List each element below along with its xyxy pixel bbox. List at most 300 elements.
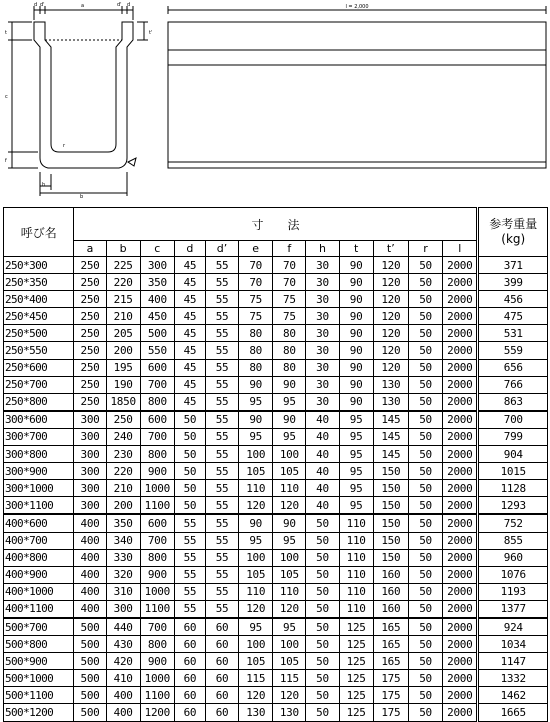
cell-f: 70	[273, 274, 306, 291]
cell-c: 1100	[140, 497, 174, 515]
cell-tprime: 120	[373, 274, 408, 291]
cell-l: 2000	[443, 274, 478, 291]
cell-c: 700	[140, 532, 174, 549]
cell-d: 50	[174, 497, 205, 515]
cell-c: 1100	[140, 600, 174, 618]
cell-a: 400	[74, 549, 106, 566]
cell-h: 30	[306, 291, 339, 308]
dim-label-t: t	[5, 30, 7, 36]
cell-l: 2000	[443, 618, 478, 636]
cell-t: 90	[339, 308, 373, 325]
table-row	[4, 636, 548, 653]
cell-c: 550	[140, 342, 174, 359]
cell-e: 95	[239, 618, 273, 636]
cell-d: 45	[174, 393, 205, 411]
cell-f: 80	[273, 359, 306, 376]
cell-e: 90	[239, 411, 273, 429]
cell-a: 500	[74, 704, 106, 721]
cell-e: 110	[239, 583, 273, 600]
cell-c: 800	[140, 636, 174, 653]
cell-h: 50	[306, 514, 339, 532]
cell-f: 95	[273, 393, 306, 411]
column-header: c	[140, 241, 174, 257]
row-name: 300*700	[4, 428, 74, 445]
row-weight: 863	[478, 393, 548, 411]
cell-h: 50	[306, 618, 339, 636]
cell-tprime: 150	[373, 463, 408, 480]
row-name: 250*600	[4, 359, 74, 376]
cell-t: 110	[339, 532, 373, 549]
table-row	[4, 618, 548, 636]
cell-r: 50	[408, 428, 442, 445]
cell-e: 75	[239, 308, 273, 325]
cell-e: 95	[239, 428, 273, 445]
cell-e: 120	[239, 497, 273, 515]
cell-dprime: 55	[205, 600, 238, 618]
cell-t: 125	[339, 653, 373, 670]
cell-tprime: 150	[373, 514, 408, 532]
row-name: 250*300	[4, 257, 74, 274]
cell-h: 40	[306, 428, 339, 445]
cell-l: 2000	[443, 549, 478, 566]
cell-e: 90	[239, 514, 273, 532]
row-weight: 700	[478, 411, 548, 429]
cell-l: 2000	[443, 480, 478, 497]
row-weight: 1076	[478, 566, 548, 583]
cell-r: 50	[408, 291, 442, 308]
cell-f: 120	[273, 497, 306, 515]
row-weight: 1147	[478, 653, 548, 670]
table-row	[4, 342, 548, 359]
cell-a: 300	[74, 428, 106, 445]
cell-l: 2000	[443, 446, 478, 463]
cell-tprime: 165	[373, 636, 408, 653]
cell-dprime: 55	[205, 325, 238, 342]
technical-drawing	[0, 0, 550, 200]
cell-t: 95	[339, 446, 373, 463]
cell-h: 50	[306, 704, 339, 721]
dim-label-b: b	[80, 194, 84, 200]
cell-e: 80	[239, 342, 273, 359]
cell-dprime: 55	[205, 463, 238, 480]
cell-r: 50	[408, 308, 442, 325]
dim-label-h: h	[42, 182, 46, 188]
cell-t: 125	[339, 704, 373, 721]
cell-h: 50	[306, 532, 339, 549]
cell-l: 2000	[443, 463, 478, 480]
column-header: b	[106, 241, 140, 257]
cell-r: 50	[408, 532, 442, 549]
cell-tprime: 150	[373, 532, 408, 549]
cell-r: 50	[408, 600, 442, 618]
cell-t: 110	[339, 583, 373, 600]
cell-a: 250	[74, 274, 106, 291]
cell-t: 125	[339, 618, 373, 636]
cell-f: 90	[273, 376, 306, 393]
cell-t: 90	[339, 325, 373, 342]
cell-b: 400	[106, 687, 140, 704]
cell-d: 55	[174, 583, 205, 600]
spec-table	[3, 207, 548, 722]
cell-a: 400	[74, 600, 106, 618]
cell-b: 300	[106, 600, 140, 618]
cell-a: 500	[74, 653, 106, 670]
cell-tprime: 150	[373, 480, 408, 497]
cell-dprime: 55	[205, 549, 238, 566]
dim-label-tprime: t'	[149, 30, 153, 36]
table-row	[4, 291, 548, 308]
cross-section-labels	[5, 2, 152, 200]
cell-t: 90	[339, 359, 373, 376]
column-header: t’	[373, 241, 408, 257]
cell-r: 50	[408, 411, 442, 429]
cell-r: 50	[408, 653, 442, 670]
table-row	[4, 704, 548, 721]
cell-t: 90	[339, 291, 373, 308]
cell-e: 130	[239, 704, 273, 721]
cell-e: 100	[239, 549, 273, 566]
cell-c: 400	[140, 291, 174, 308]
cell-a: 500	[74, 618, 106, 636]
cell-f: 75	[273, 291, 306, 308]
cell-f: 115	[273, 670, 306, 687]
cell-dprime: 55	[205, 411, 238, 429]
cell-b: 200	[106, 497, 140, 515]
cell-b: 200	[106, 342, 140, 359]
row-weight: 371	[478, 257, 548, 274]
row-weight: 399	[478, 274, 548, 291]
cell-f: 75	[273, 308, 306, 325]
row-name: 500*1200	[4, 704, 74, 721]
cell-l: 2000	[443, 670, 478, 687]
cell-t: 95	[339, 411, 373, 429]
row-weight: 855	[478, 532, 548, 549]
table-row	[4, 549, 548, 566]
row-weight: 531	[478, 325, 548, 342]
cross-section-view	[8, 6, 148, 196]
cell-h: 30	[306, 325, 339, 342]
cell-tprime: 165	[373, 618, 408, 636]
cell-dprime: 55	[205, 497, 238, 515]
cell-f: 80	[273, 325, 306, 342]
row-weight: 656	[478, 359, 548, 376]
row-name: 500*1000	[4, 670, 74, 687]
cell-a: 250	[74, 376, 106, 393]
cell-d: 45	[174, 376, 205, 393]
table-row	[4, 566, 548, 583]
cell-a: 500	[74, 687, 106, 704]
table-row	[4, 583, 548, 600]
cell-b: 340	[106, 532, 140, 549]
cell-dprime: 60	[205, 670, 238, 687]
cell-d: 55	[174, 532, 205, 549]
cell-d: 60	[174, 704, 205, 721]
cell-l: 2000	[443, 428, 478, 445]
table-row	[4, 480, 548, 497]
cell-tprime: 160	[373, 583, 408, 600]
table-row	[4, 274, 548, 291]
cell-d: 60	[174, 653, 205, 670]
cell-e: 70	[239, 274, 273, 291]
cell-d: 50	[174, 480, 205, 497]
row-weight: 924	[478, 618, 548, 636]
header-weight-line1: 参考重量	[489, 217, 538, 231]
cell-f: 95	[273, 428, 306, 445]
cell-c: 1200	[140, 704, 174, 721]
cell-b: 240	[106, 428, 140, 445]
cell-l: 2000	[443, 583, 478, 600]
cell-b: 410	[106, 670, 140, 687]
cell-d: 50	[174, 411, 205, 429]
cell-b: 420	[106, 653, 140, 670]
row-name: 250*500	[4, 325, 74, 342]
cell-h: 30	[306, 342, 339, 359]
cell-a: 300	[74, 497, 106, 515]
cell-b: 430	[106, 636, 140, 653]
cell-a: 300	[74, 463, 106, 480]
cell-e: 100	[239, 446, 273, 463]
cell-b: 205	[106, 325, 140, 342]
cell-f: 95	[273, 618, 306, 636]
cell-h: 40	[306, 497, 339, 515]
cell-e: 105	[239, 653, 273, 670]
cell-e: 80	[239, 359, 273, 376]
cell-l: 2000	[443, 342, 478, 359]
cell-b: 320	[106, 566, 140, 583]
cell-h: 50	[306, 636, 339, 653]
cell-a: 500	[74, 670, 106, 687]
row-weight: 456	[478, 291, 548, 308]
cell-a: 400	[74, 514, 106, 532]
cell-a: 400	[74, 566, 106, 583]
cell-e: 100	[239, 636, 273, 653]
row-weight: 1377	[478, 600, 548, 618]
cell-d: 50	[174, 463, 205, 480]
spec-body	[4, 257, 548, 722]
cell-tprime: 150	[373, 549, 408, 566]
cell-dprime: 55	[205, 532, 238, 549]
cell-l: 2000	[443, 393, 478, 411]
cell-r: 50	[408, 636, 442, 653]
cell-c: 600	[140, 514, 174, 532]
cell-tprime: 120	[373, 308, 408, 325]
cell-h: 50	[306, 600, 339, 618]
cell-e: 120	[239, 687, 273, 704]
cell-c: 700	[140, 618, 174, 636]
cell-c: 1100	[140, 687, 174, 704]
table-row	[4, 411, 548, 429]
cell-r: 50	[408, 704, 442, 721]
cell-c: 800	[140, 446, 174, 463]
cell-b: 190	[106, 376, 140, 393]
cell-dprime: 55	[205, 514, 238, 532]
cell-c: 900	[140, 566, 174, 583]
cell-e: 120	[239, 600, 273, 618]
cell-e: 80	[239, 325, 273, 342]
cell-r: 50	[408, 670, 442, 687]
row-name: 500*900	[4, 653, 74, 670]
cell-l: 2000	[443, 291, 478, 308]
cell-tprime: 150	[373, 497, 408, 515]
cell-h: 30	[306, 359, 339, 376]
row-name: 500*1100	[4, 687, 74, 704]
column-header: f	[273, 241, 306, 257]
cell-c: 800	[140, 549, 174, 566]
cell-d: 55	[174, 549, 205, 566]
length-label: l = 2,000	[345, 4, 369, 10]
cell-l: 2000	[443, 687, 478, 704]
column-header: r	[408, 241, 442, 257]
cell-b: 210	[106, 308, 140, 325]
cell-tprime: 120	[373, 359, 408, 376]
cell-r: 50	[408, 274, 442, 291]
cell-c: 500	[140, 325, 174, 342]
cell-l: 2000	[443, 514, 478, 532]
table-row	[4, 600, 548, 618]
cell-b: 310	[106, 583, 140, 600]
cell-f: 110	[273, 480, 306, 497]
row-weight: 1034	[478, 636, 548, 653]
row-name: 250*700	[4, 376, 74, 393]
cell-tprime: 120	[373, 325, 408, 342]
dim-label-d-left: d	[34, 2, 38, 8]
cell-a: 300	[74, 411, 106, 429]
cell-dprime: 60	[205, 636, 238, 653]
row-weight: 475	[478, 308, 548, 325]
cell-t: 110	[339, 566, 373, 583]
row-name: 500*700	[4, 618, 74, 636]
cell-f: 90	[273, 411, 306, 429]
cell-tprime: 120	[373, 342, 408, 359]
cell-h: 30	[306, 393, 339, 411]
row-name: 250*550	[4, 342, 74, 359]
column-header: a	[74, 241, 106, 257]
cell-r: 50	[408, 687, 442, 704]
cell-c: 800	[140, 393, 174, 411]
cell-h: 50	[306, 687, 339, 704]
cell-f: 95	[273, 532, 306, 549]
cell-tprime: 130	[373, 393, 408, 411]
cell-tprime: 145	[373, 411, 408, 429]
cell-r: 50	[408, 393, 442, 411]
cell-t: 95	[339, 497, 373, 515]
header-dimensions-label: 寸 法	[251, 217, 300, 232]
cell-r: 50	[408, 325, 442, 342]
cell-tprime: 120	[373, 257, 408, 274]
column-header: h	[306, 241, 339, 257]
cell-r: 50	[408, 359, 442, 376]
dim-label-f: f	[5, 158, 7, 164]
cell-d: 55	[174, 600, 205, 618]
cell-l: 2000	[443, 359, 478, 376]
cell-t: 90	[339, 342, 373, 359]
cell-h: 40	[306, 480, 339, 497]
header-weight	[478, 208, 548, 257]
row-name: 300*800	[4, 446, 74, 463]
cell-l: 2000	[443, 411, 478, 429]
cell-b: 250	[106, 411, 140, 429]
cell-t: 90	[339, 257, 373, 274]
cell-tprime: 145	[373, 446, 408, 463]
cell-r: 50	[408, 549, 442, 566]
cell-f: 130	[273, 704, 306, 721]
column-header: d’	[205, 241, 238, 257]
cell-h: 40	[306, 446, 339, 463]
cell-r: 50	[408, 480, 442, 497]
cell-c: 1000	[140, 583, 174, 600]
header-dimensions	[74, 208, 478, 241]
cell-e: 95	[239, 532, 273, 549]
row-weight: 1193	[478, 583, 548, 600]
cell-r: 50	[408, 514, 442, 532]
row-weight: 752	[478, 514, 548, 532]
cell-t: 90	[339, 274, 373, 291]
row-weight: 1293	[478, 497, 548, 515]
cell-tprime: 165	[373, 653, 408, 670]
cell-b: 230	[106, 446, 140, 463]
cell-d: 55	[174, 514, 205, 532]
row-weight: 1015	[478, 463, 548, 480]
cell-b: 210	[106, 480, 140, 497]
cell-h: 40	[306, 463, 339, 480]
row-weight: 799	[478, 428, 548, 445]
cell-tprime: 130	[373, 376, 408, 393]
cell-l: 2000	[443, 600, 478, 618]
dim-label-d-right: d'	[117, 2, 122, 8]
cell-c: 700	[140, 428, 174, 445]
cell-e: 105	[239, 463, 273, 480]
cell-f: 80	[273, 342, 306, 359]
row-weight: 1665	[478, 704, 548, 721]
cell-h: 30	[306, 376, 339, 393]
cell-r: 50	[408, 618, 442, 636]
cell-dprime: 55	[205, 566, 238, 583]
row-name: 250*350	[4, 274, 74, 291]
cell-f: 100	[273, 446, 306, 463]
cell-f: 105	[273, 463, 306, 480]
cell-b: 215	[106, 291, 140, 308]
table-row	[4, 446, 548, 463]
cell-dprime: 55	[205, 342, 238, 359]
cell-c: 900	[140, 463, 174, 480]
cell-t: 95	[339, 463, 373, 480]
cell-f: 100	[273, 549, 306, 566]
header-name: 呼び名	[4, 208, 74, 257]
cell-f: 110	[273, 583, 306, 600]
cell-f: 120	[273, 687, 306, 704]
cell-a: 300	[74, 446, 106, 463]
cell-h: 30	[306, 274, 339, 291]
cell-tprime: 175	[373, 704, 408, 721]
cell-t: 110	[339, 600, 373, 618]
cell-l: 2000	[443, 497, 478, 515]
cell-dprime: 55	[205, 446, 238, 463]
column-header: d	[174, 241, 205, 257]
cell-d: 45	[174, 342, 205, 359]
cell-d: 60	[174, 636, 205, 653]
row-name: 400*900	[4, 566, 74, 583]
cell-a: 250	[74, 359, 106, 376]
cell-l: 2000	[443, 566, 478, 583]
cell-a: 250	[74, 342, 106, 359]
cell-dprime: 55	[205, 308, 238, 325]
cell-d: 45	[174, 257, 205, 274]
cell-b: 440	[106, 618, 140, 636]
header-weight-line2: (kg)	[501, 232, 526, 246]
dim-label-c: c	[5, 94, 8, 100]
cell-dprime: 55	[205, 291, 238, 308]
cell-e: 70	[239, 257, 273, 274]
